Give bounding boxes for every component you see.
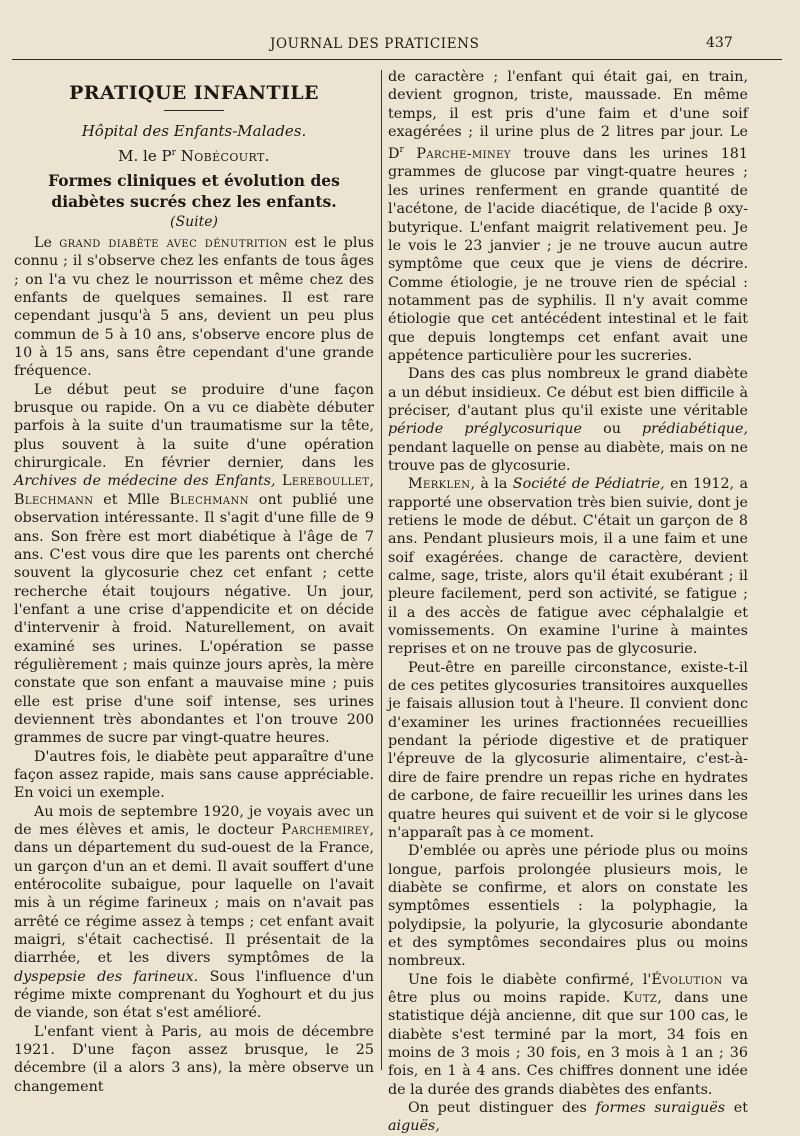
r6-b: va être plus ou moins rapide. — [388, 971, 749, 1006]
r2-or: ou — [603, 421, 621, 438]
r2-b: pendant laquelle on pense au diabète, mais on ne trouve pas de glycosurie. — [388, 439, 748, 474]
p4-b: , dans un département du sud-ouest de la France, un garçon d'un an et demi. Il avait souffert d'une entérocolite subaigue, pour laquelle on l'avait mis à un régime farineux ; mais on n'avait pas arrêté ce régime assez à temps ; cet enfant avait maigri, s'était cachectisé. Il présentait de la diarrhée, et les divers symptômes de la — [14, 822, 374, 967]
section-title: PRATIQUE INFANTILE — [69, 82, 319, 104]
right-paragraph-1 — [388, 68, 748, 365]
r1-b: trouve dans les urines 181 grammes de glucose par vingt-quatre heures ; les urines renferment en grande quantité de l'acétone, de l'acide diacétique, de l'acide β oxy-butyrique. L'enfant maigrit relativement peu. Je le vois le 23 janvier ; je ne trouve aucun autre symptôme que ceux que je viens de décrire. Comme étiologie, je ne trouve rien de spécial : notamment pas de syphilis. Il n'y avait comme étiologie que cet antécédent intestinal et le fait que depuis longtemps cet enfant avait une appétence particulière pour les sucreries. — [388, 146, 748, 364]
p2-sep: , — [369, 473, 374, 490]
p4-c: Sous l'influence d'un régime mixte comprenant du Yoghourt et du jus de viande, son état s'est amélioré. — [14, 968, 374, 1022]
right-paragraph-2 — [388, 365, 748, 475]
r7-italic-2: aiguës, — [388, 1118, 440, 1135]
right-paragraph-3 — [388, 475, 748, 658]
title-rule — [164, 110, 224, 111]
r3-author: Merklen — [408, 476, 471, 493]
r2-italic-1: période préglycosurique — [388, 421, 582, 438]
r1-doctor: Parche-miney — [416, 146, 511, 163]
professor-sup: r — [171, 148, 176, 158]
r7-italic-1: formes suraiguës — [595, 1100, 726, 1117]
r6-evolution: Évolution — [651, 971, 723, 988]
paragraph-4 — [14, 803, 374, 1023]
p2-author-1: Lereboullet — [282, 473, 370, 490]
paragraph-1 — [14, 234, 374, 381]
article-title: Formes cliniques et évolution des diabètes sucrés chez les enfants. — [48, 171, 340, 211]
p2-author-2: Blechmann — [14, 491, 94, 508]
professor-name: Nobécourt. — [180, 147, 270, 165]
suite-label: (Suite) — [170, 214, 218, 230]
right-column — [388, 68, 748, 1136]
r2-italic-2: prédiabétique, — [642, 421, 749, 438]
right-paragraph-7 — [388, 1099, 748, 1136]
r7-a: On peut distinguer des — [408, 1100, 587, 1117]
r7-and: et — [733, 1100, 749, 1117]
r6-a: Une fois le diabète confirmé, l' — [408, 971, 652, 988]
p4-doctor: Parchemirey — [281, 822, 370, 838]
r3-b: en 1912, a rapporté une observation très bien suivie, dont je retiens le mode de début. C'était un garçon de 8 ans. Pendant plusieurs mois, il a une faim et une soif exagérées. change de caractère, devient calme, sage, triste, alors qu'il était exubérant ; il pleure facilement, perd son activité, se fatigue ; il a des accès de fatigue avec céphalalgie et vomissements. On examine l'urine à maintes reprises et on ne trouve pas de glycosurie. — [388, 476, 748, 658]
p4-a: Au mois de septembre 1920, je voyais avec un de mes élèves et amis, le docteur — [14, 803, 374, 838]
right-paragraph-5: D'emblée ou après une période plus ou moins longue, parfois prolongée plusieurs mois, le diabète se confirme, et alors on constate les symptômes essentiels : la polyphagie, la polydipsie, la polyurie, la glycosurie abondante et des symptômes secondaires plus ou moins nombreux. — [388, 843, 748, 970]
professor-prefix: M. le P — [118, 147, 172, 165]
p1-rest: est le plus connu ; il s'observe chez les enfants de tous âges ; on l'a vu chez le nourrisson et même chez des enfants de quelques semaines. Il est rare cependant jusqu'à 5 ans, devient un peu plus commun de 5 à 10 ans, s'observe encore plus de 10 à 15 ans, sans être cependant d'une grande fréquence. — [14, 235, 375, 380]
journal-title: JOURNAL DES PRATICIENS — [270, 36, 480, 52]
column-divider — [381, 70, 382, 1070]
p2-a: Le début peut se produire d'une façon brusque ou rapide. On a vu ce diabète débuter parfois à la suite d'un traumatisme sur la tête, plus souvent à la suite d'une opération chirurgicale. En février dernier, dans les — [14, 381, 374, 472]
r1-sup: r — [399, 145, 404, 156]
r1-a: de caractère ; l'enfant qui était gai, en train, devient grognon, triste, maussade. En même temps, il est pris d'une faim et d'une soif exagérées ; il urine plus de 2 litres par jour. Le D — [388, 69, 748, 163]
r3-society: Société de Pédiatrie, — [512, 476, 665, 493]
running-header — [0, 34, 800, 56]
paragraph-2 — [14, 381, 374, 748]
p1-smallcaps: grand diabète avec dénutrition — [59, 235, 288, 251]
hospital-name: Hôpital des Enfants-Malades. — [81, 122, 307, 140]
p2-and: et Mlle — [103, 491, 160, 508]
page-number: 437 — [706, 35, 733, 51]
r3-a: , à la — [470, 476, 508, 493]
right-paragraph-6 — [388, 971, 748, 1099]
header-rule — [12, 59, 782, 60]
p2-author-3: Blechmann — [169, 491, 249, 508]
r6-c: , dans une statistique déjà ancienne, dit que sur 100 cas, le diabète s'est terminé par la mort, 34 fois en moins de 3 mois ; 30 fois, en 3 mois à 1 an ; 36 fois, en 1 à 4 ans. Ces chiffres donnent une idée de la durée des grands diabètes des enfants. — [388, 989, 748, 1098]
p2-b: ont publié une observation intéressante. Il s'agit d'une fille de 9 ans. Son frère est mort diabétique à l'âge de 7 ans. C'est vous dire que les parents ont cherché souvent la glycosurie chez cet enfant ; cette recherche était toujours négative. Un jour, l'enfant a une crise d'appendicite et on décide d'intervenir à froid. Naturellement, on avait examiné ses urines. L'opération se passe régulièrement ; mais quinze jours après, la mère constate que son enfant a mauvaise mine ; puis elle est prise d'une soif intense, ses urines deviennent très abondantes et l'on trouve 200 grammes de sucre par vingt-quatre heures. — [14, 491, 375, 747]
r6-author: Kutz — [622, 989, 658, 1006]
professor-line — [14, 142, 374, 167]
r2-a: Dans des cas plus nombreux le grand diabète a un début insidieux. Ce début est bien difficile à préciser, d'autant plus qu'il existe une véritable — [388, 366, 748, 419]
paragraph-3: D'autres fois, le diabète peut apparaître d'une façon assez rapide, mais sans cause appréciable. En voici un exemple. — [14, 748, 374, 802]
paragraph-5: L'enfant vient à Paris, au mois de décembre 1921. D'une façon assez brusque, le 25 décembre (il a alors 3 ans), la mère observe un changement — [14, 1023, 374, 1095]
p2-journal-ref: Archives de médecine des Enfants, — [14, 473, 276, 490]
left-column — [14, 68, 374, 1096]
p1-lead: Le — [34, 235, 52, 251]
p4-italic: dyspepsie des farineux. — [14, 968, 199, 985]
right-paragraph-4: Peut-être en pareille circonstance, existe-t-il de ces petites glycosuries transitoires auxquelles je faisais allusion tout à l'heure. Il convient donc d'examiner les urines fractionnées recueillies pendant la période digestive et de pratiquer l'épreuve de la glycosurie alimentaire, c'est-à-dire de faire prendre un repas riche en hydrates de carbone, de faire recueillir les urines dans les quatre heures qui suivent et de voir si le glycose n'apparaît pas à ce moment. — [388, 659, 748, 841]
